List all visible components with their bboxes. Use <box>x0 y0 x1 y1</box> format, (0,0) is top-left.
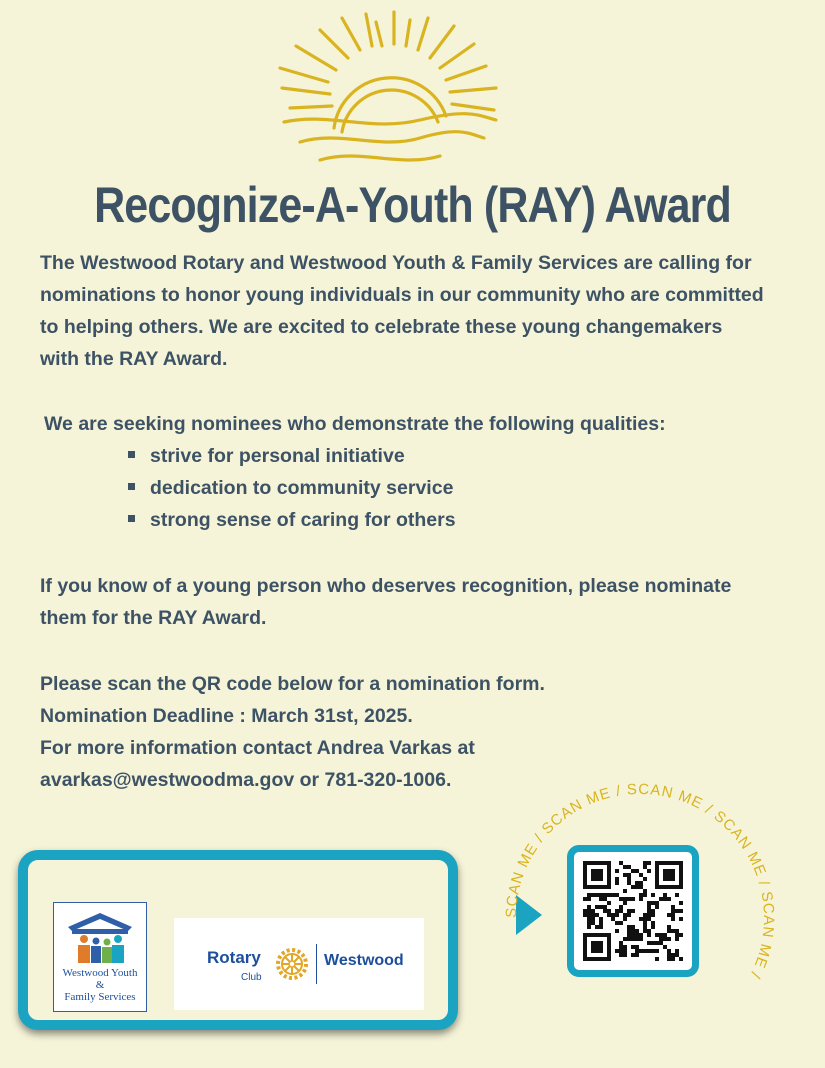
qr-module <box>639 917 643 921</box>
quality-text: strong sense of caring for others <box>150 509 456 531</box>
qualities-list <box>128 440 456 536</box>
qr-module <box>619 921 623 925</box>
qr-module <box>627 929 631 933</box>
qr-module <box>667 953 671 957</box>
qr-module <box>643 889 647 893</box>
sponsor-logos-frame <box>18 850 458 1030</box>
qr-module <box>679 901 683 905</box>
wyfs-line: Family Services <box>64 991 136 1003</box>
qr-module <box>631 933 635 937</box>
bullet-icon <box>128 451 135 458</box>
qr-module <box>627 873 631 877</box>
qr-module <box>635 937 639 941</box>
qr-module <box>623 917 627 921</box>
qr-module <box>631 925 635 929</box>
qr-module <box>647 941 651 945</box>
qr-module <box>635 953 639 957</box>
qr-module <box>643 925 647 929</box>
scan-instruction: Please scan the QR code below for a nomination form. <box>40 673 545 695</box>
list-item <box>128 440 456 472</box>
qr-module <box>615 881 619 885</box>
page-title: Recognize-A-Youth (RAY) Award <box>94 177 731 233</box>
qr-module <box>595 925 599 929</box>
qr-module <box>627 877 631 881</box>
qr-module <box>651 913 655 917</box>
qr-module <box>675 937 679 941</box>
qr-module <box>671 917 675 921</box>
scan-me-text-path: SCAN ME / SCAN ME / SCAN ME / SCAN ME / SCAN ME / <box>502 780 778 982</box>
qr-module <box>627 865 631 869</box>
qr-module <box>643 865 647 869</box>
intro-line: The Westwood Rotary and Westwood Youth & Family Services are calling for <box>40 252 752 274</box>
qr-module <box>623 937 627 941</box>
qr-module <box>659 937 663 941</box>
qr-code[interactable] <box>583 861 683 961</box>
qr-module <box>627 881 631 885</box>
qr-module <box>675 929 679 933</box>
qr-module <box>647 929 651 933</box>
contact-email-phone: avarkas@westwoodma.gov or 781-320-1006. <box>40 769 452 791</box>
qr-module <box>599 921 603 925</box>
qr-module <box>595 905 599 909</box>
qr-module <box>615 913 619 917</box>
qr-module <box>611 917 615 921</box>
qr-module <box>591 909 595 913</box>
qr-module <box>619 861 623 865</box>
qr-module <box>591 921 595 925</box>
qr-module <box>635 933 639 937</box>
bullet-icon <box>128 515 135 522</box>
qr-module <box>659 933 663 937</box>
wyfs-logo-text <box>54 967 146 1003</box>
qr-module <box>627 909 631 913</box>
qr-module <box>635 885 639 889</box>
qr-module <box>603 909 607 913</box>
qr-module <box>611 913 615 917</box>
qr-module <box>623 913 627 917</box>
qr-module <box>603 897 607 901</box>
qr-module <box>615 921 619 925</box>
qr-module <box>647 917 651 921</box>
qr-module <box>599 897 603 901</box>
qr-module <box>583 913 587 917</box>
qr-module <box>595 913 599 917</box>
qr-module <box>643 861 647 865</box>
qr-module <box>587 921 591 925</box>
qr-module <box>627 937 631 941</box>
qr-module <box>623 865 627 869</box>
qr-module <box>627 933 631 937</box>
qr-module <box>587 917 591 921</box>
qr-module <box>635 949 639 953</box>
qr-module <box>655 933 659 937</box>
qr-module <box>679 909 683 913</box>
list-item <box>128 472 456 504</box>
qr-module <box>663 869 675 881</box>
qr-module <box>647 905 651 909</box>
qr-module <box>611 893 615 897</box>
qr-module <box>643 921 647 925</box>
qr-module <box>647 913 651 917</box>
qr-module <box>623 901 627 905</box>
rotary-wheel-icon <box>274 946 310 982</box>
family-house-icon <box>66 909 134 965</box>
rotary-word: Rotary <box>207 948 261 967</box>
qr-module <box>667 897 671 901</box>
qr-module <box>583 897 587 901</box>
qr-module <box>599 905 603 909</box>
qr-module <box>607 913 611 917</box>
qr-module <box>619 949 623 953</box>
qr-module <box>639 933 643 937</box>
qr-module <box>651 949 655 953</box>
qr-module <box>643 893 647 897</box>
qr-module <box>631 953 635 957</box>
intro-paragraph <box>40 247 800 375</box>
qr-module <box>675 933 679 937</box>
sun-illustration <box>270 10 510 180</box>
qr-module <box>635 881 639 885</box>
qr-module <box>627 897 631 901</box>
qr-module <box>631 937 635 941</box>
qr-module <box>599 917 603 921</box>
qr-module <box>647 869 651 873</box>
qr-module <box>667 929 671 933</box>
qr-module <box>607 909 611 913</box>
qr-module <box>599 925 603 929</box>
qr-module <box>659 897 663 901</box>
qr-module <box>671 909 675 913</box>
qr-module <box>583 909 587 913</box>
qr-module <box>639 881 643 885</box>
nominate-line: them for the RAY Award. <box>40 607 267 629</box>
nominate-line: If you know of a young person who deserves recognition, please nominate <box>40 575 732 597</box>
qr-module <box>619 897 623 901</box>
qr-module <box>671 957 675 961</box>
qr-module <box>667 949 671 953</box>
intro-line: to helping others. We are excited to celebrate these young changemakers <box>40 316 723 338</box>
qr-module <box>619 941 623 945</box>
qr-module <box>587 893 591 897</box>
qr-module <box>619 953 623 957</box>
qr-module <box>647 933 651 937</box>
qr-module <box>647 909 651 913</box>
qr-module <box>671 929 675 933</box>
qr-module <box>643 877 647 881</box>
qr-module <box>663 937 667 941</box>
qr-module <box>655 941 659 945</box>
qr-module <box>631 897 635 901</box>
qr-module <box>627 913 631 917</box>
qr-module <box>671 953 675 957</box>
qr-module <box>667 937 671 941</box>
rotary-club-logo <box>174 918 424 1010</box>
qr-module <box>591 941 603 953</box>
quality-text: dedication to community service <box>150 477 454 499</box>
qr-module <box>623 953 627 957</box>
qr-module <box>655 901 659 905</box>
qr-module <box>667 957 671 961</box>
qr-module <box>639 937 643 941</box>
qr-module <box>591 869 603 881</box>
qr-module <box>587 909 591 913</box>
qr-module <box>587 925 591 929</box>
qr-module <box>619 905 623 909</box>
qr-module <box>615 877 619 881</box>
qr-module <box>623 889 627 893</box>
qr-module <box>635 945 639 949</box>
nomination-deadline: Nomination Deadline : March 31st, 2025. <box>40 705 413 727</box>
rotary-town: Westwood <box>324 952 404 969</box>
qr-module <box>647 949 651 953</box>
qr-module <box>663 893 667 897</box>
qr-module <box>663 897 667 901</box>
qr-module <box>679 957 683 961</box>
qr-module <box>591 893 595 897</box>
qr-module <box>671 905 675 909</box>
qr-module <box>619 909 623 913</box>
intro-line: with the RAY Award. <box>40 348 228 370</box>
quality-text: strive for personal initiative <box>150 445 405 467</box>
qr-module <box>615 949 619 953</box>
qr-module <box>603 905 607 909</box>
nominate-paragraph <box>40 570 800 634</box>
qr-module <box>591 917 595 921</box>
qr-module <box>615 929 619 933</box>
qr-module <box>651 901 655 905</box>
qr-code-frame[interactable] <box>567 845 699 977</box>
qr-module <box>627 925 631 929</box>
qr-module <box>675 909 679 913</box>
qr-module <box>667 925 671 929</box>
wyfs-line: Westwood Youth <box>62 967 138 979</box>
qr-module <box>607 901 611 905</box>
qr-module <box>647 861 651 865</box>
qr-module <box>643 913 647 917</box>
qr-module <box>631 885 635 889</box>
qr-module <box>615 893 619 897</box>
qr-module <box>651 893 655 897</box>
qr-module <box>615 909 619 913</box>
qr-module <box>663 933 667 937</box>
qr-module <box>663 945 667 949</box>
qr-module <box>623 873 627 877</box>
qr-module <box>607 893 611 897</box>
list-item <box>128 504 456 536</box>
info-paragraph <box>40 668 800 796</box>
qr-module <box>623 945 627 949</box>
bullet-icon <box>128 483 135 490</box>
qr-module <box>659 941 663 945</box>
qr-module <box>623 949 627 953</box>
qr-module <box>667 913 671 917</box>
qr-module <box>639 893 643 897</box>
contact-line: For more information contact Andrea Varkas at <box>40 737 475 759</box>
rotary-club-word: Club <box>241 972 262 983</box>
divider <box>316 944 317 984</box>
qr-module <box>679 933 683 937</box>
qr-module <box>651 941 655 945</box>
qr-module <box>647 901 651 905</box>
seeking-heading: We are seeking nominees who demonstrate the following qualities: <box>44 413 666 435</box>
qr-module <box>675 893 679 897</box>
qr-module <box>619 945 623 949</box>
qr-module <box>587 897 591 901</box>
qr-module <box>615 869 619 873</box>
qr-module <box>631 909 635 913</box>
qr-module <box>655 949 659 953</box>
qr-module <box>679 917 683 921</box>
qr-module <box>639 885 643 889</box>
qr-module <box>635 869 639 873</box>
qr-module <box>599 893 603 897</box>
qr-module <box>639 873 643 877</box>
qr-module <box>603 893 607 897</box>
qr-module <box>643 929 647 933</box>
qr-module <box>675 949 679 953</box>
qr-module <box>639 897 643 901</box>
qr-module <box>631 929 635 933</box>
qr-module <box>651 925 655 929</box>
qr-module <box>655 905 659 909</box>
qr-module <box>631 945 635 949</box>
qr-module <box>671 913 675 917</box>
qr-module <box>623 897 627 901</box>
qr-module <box>643 917 647 921</box>
qr-module <box>643 949 647 953</box>
qr-module <box>651 921 655 925</box>
qr-module <box>675 953 679 957</box>
wyfs-line: & <box>95 979 105 991</box>
qr-module <box>631 869 635 873</box>
qr-module <box>587 905 591 909</box>
westwood-youth-family-services-logo <box>53 902 147 1012</box>
qr-module <box>595 893 599 897</box>
qr-module <box>635 929 639 933</box>
intro-line: nominations to honor young individuals in our community who are committed <box>40 284 764 306</box>
qr-module <box>651 909 655 913</box>
qr-module <box>655 957 659 961</box>
qr-module <box>587 913 591 917</box>
qr-module <box>591 913 595 917</box>
qr-module <box>639 949 643 953</box>
